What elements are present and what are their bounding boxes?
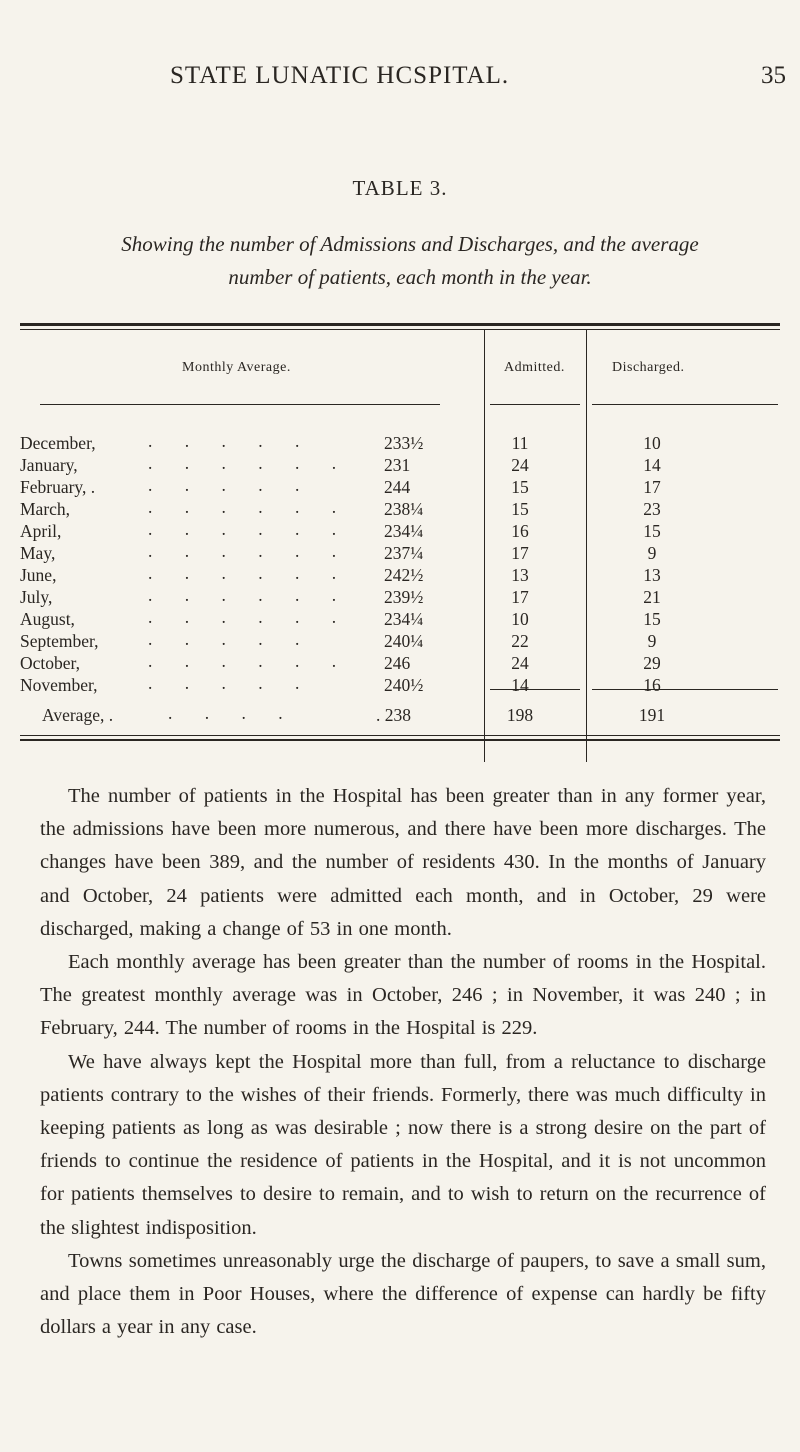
- monthly-average: 240¼: [384, 631, 424, 651]
- table-top-rule: [20, 323, 780, 326]
- month-name: January,: [20, 455, 78, 475]
- table-row: [20, 565, 780, 588]
- monthly-average: 233½: [384, 433, 424, 453]
- table-row: [20, 521, 780, 544]
- running-title: STATE LUNATIC HCSPITAL.: [170, 62, 510, 89]
- discharged-count: 17: [643, 477, 661, 497]
- caption-line-1: Showing the number of Admissions and Discharges, and the average: [121, 232, 699, 256]
- dot-leaders: . . . . . .: [148, 541, 351, 561]
- monthly-average: 240½: [384, 675, 424, 695]
- discharged-count: 9: [647, 631, 657, 651]
- column-header-discharged: Discharged.: [612, 360, 685, 375]
- dot-leaders: . . . . . .: [148, 585, 351, 605]
- discharged-count: 14: [643, 455, 661, 475]
- month-name: June,: [20, 565, 57, 585]
- paragraph: Each monthly average has been greater than the number of rooms in the Hospital. The greatest monthly average was in October, 246 ; in November, it was 240 ; in February, 244. The number of rooms in the Hospital is 229.: [40, 951, 766, 1040]
- paragraph: Towns sometimes unreasonably urge the discharge of paupers, to save a small sum, and place them in Poor Houses, where the difference of expense can hardly be fifty dollars a year in any case.: [40, 1249, 766, 1339]
- table-row: [20, 609, 780, 632]
- month-name: November,: [20, 675, 98, 695]
- dot-leaders: . . . . . .: [148, 607, 351, 627]
- month-name: July,: [20, 587, 53, 607]
- total-rule-admitted: [490, 689, 580, 690]
- discharged-count: 29: [643, 653, 661, 673]
- admitted-count: 17: [511, 543, 529, 563]
- monthly-average: 237¼: [384, 543, 424, 563]
- body-text: [40, 780, 766, 1344]
- discharged-count: 21: [643, 587, 661, 607]
- monthly-average: 231: [384, 455, 411, 475]
- admitted-count: 17: [511, 587, 529, 607]
- dot-leaders: . . . . . .: [148, 651, 351, 671]
- table-row: [20, 477, 780, 500]
- discharged-count: 15: [643, 521, 661, 541]
- month-name: August,: [20, 609, 75, 629]
- dot-leaders: . . . . .: [148, 673, 314, 693]
- admitted-count: 24: [511, 455, 529, 475]
- paragraph: The number of patients in the Hospital has been greater than in any former year, the admissions have been more numerous, and there have been more discharges. The changes have been 389, and the number of residents 430. In the months of January and October, 24 patients were admitted each month, and in October, 29 were discharged, making a change of 53 in one month.: [40, 785, 766, 940]
- table-top-rule-thin: [20, 329, 780, 330]
- month-name: April,: [20, 521, 62, 541]
- table-row: [20, 653, 780, 676]
- discharged-count: 10: [643, 433, 661, 453]
- discharged-count: 13: [643, 565, 661, 585]
- discharged-count: 9: [647, 543, 657, 563]
- monthly-average: 239½: [384, 587, 424, 607]
- admitted-count: 11: [511, 433, 529, 453]
- column-header-monthly-average: Monthly Average.: [182, 360, 291, 375]
- dot-leaders: . . . . .: [148, 629, 314, 649]
- month-name: February, .: [20, 477, 96, 497]
- table-row: [20, 675, 780, 698]
- header-rule-admitted: [490, 404, 580, 405]
- monthly-average: 244: [384, 477, 411, 497]
- discharged-count: 16: [643, 675, 661, 695]
- table-bottom-rule-thick: [20, 739, 780, 741]
- discharged-count: 15: [643, 609, 661, 629]
- header-rule-average: [40, 404, 440, 405]
- monthly-average: 234¼: [384, 521, 424, 541]
- table-row: [20, 587, 780, 610]
- month-name: March,: [20, 499, 71, 519]
- running-head: [0, 62, 800, 96]
- table-row: [20, 455, 780, 478]
- table-row: [20, 543, 780, 566]
- table-row: [20, 499, 780, 522]
- admitted-count: 22: [511, 631, 529, 651]
- table-caption: [40, 228, 780, 294]
- admitted-count: 13: [511, 565, 529, 585]
- monthly-average: 238¼: [384, 499, 424, 519]
- total-rule-discharged: [592, 689, 778, 690]
- table-number: TABLE 3.: [352, 176, 448, 200]
- total-average: . 238: [376, 705, 411, 725]
- page-number: 35: [761, 62, 786, 89]
- total-admitted: 198: [506, 705, 534, 725]
- admitted-count: 16: [511, 521, 529, 541]
- month-name: May,: [20, 543, 56, 563]
- month-name: October,: [20, 653, 81, 673]
- dot-leaders: . . . . .: [148, 431, 314, 451]
- admitted-count: 14: [511, 675, 529, 695]
- dot-leaders: . . . . . .: [148, 497, 351, 517]
- header-rule-discharged: [592, 404, 778, 405]
- dot-leaders: . . . . .: [148, 475, 314, 495]
- total-discharged: 191: [638, 705, 666, 725]
- column-header-admitted: Admitted.: [504, 360, 565, 375]
- table-row: [20, 433, 780, 456]
- dot-leaders: . . . .: [168, 703, 297, 723]
- admitted-count: 24: [511, 653, 529, 673]
- dot-leaders: . . . . . .: [148, 453, 351, 473]
- dot-leaders: . . . . . .: [148, 563, 351, 583]
- table-bottom-rule: [20, 735, 780, 736]
- discharged-count: 23: [643, 499, 661, 519]
- monthly-average: 234¼: [384, 609, 424, 629]
- monthly-average: 246: [384, 653, 411, 673]
- total-label: Average, .: [42, 705, 114, 725]
- admitted-count: 10: [511, 609, 529, 629]
- month-name: September,: [20, 631, 99, 651]
- table-row: [20, 631, 780, 654]
- month-name: December,: [20, 433, 96, 453]
- admitted-count: 15: [511, 499, 529, 519]
- monthly-average: 242½: [384, 565, 424, 585]
- paragraph: We have always kept the Hospital more than full, from a reluctance to discharge patients contrary to the wishes of their friends. Formerly, there was much difficulty in keeping patients as long as was desirable ; now there is a strong desire on the part of friends to continue the residence of patients in the Hospital, and it is not uncommon for patients themselves to desire to remain, and to wish to return on the recurrence of the slightest indisposition.: [40, 1050, 766, 1239]
- caption-line-2: number of patients, each month in the year.: [228, 265, 592, 289]
- dot-leaders: . . . . . .: [148, 519, 351, 539]
- admitted-count: 15: [511, 477, 529, 497]
